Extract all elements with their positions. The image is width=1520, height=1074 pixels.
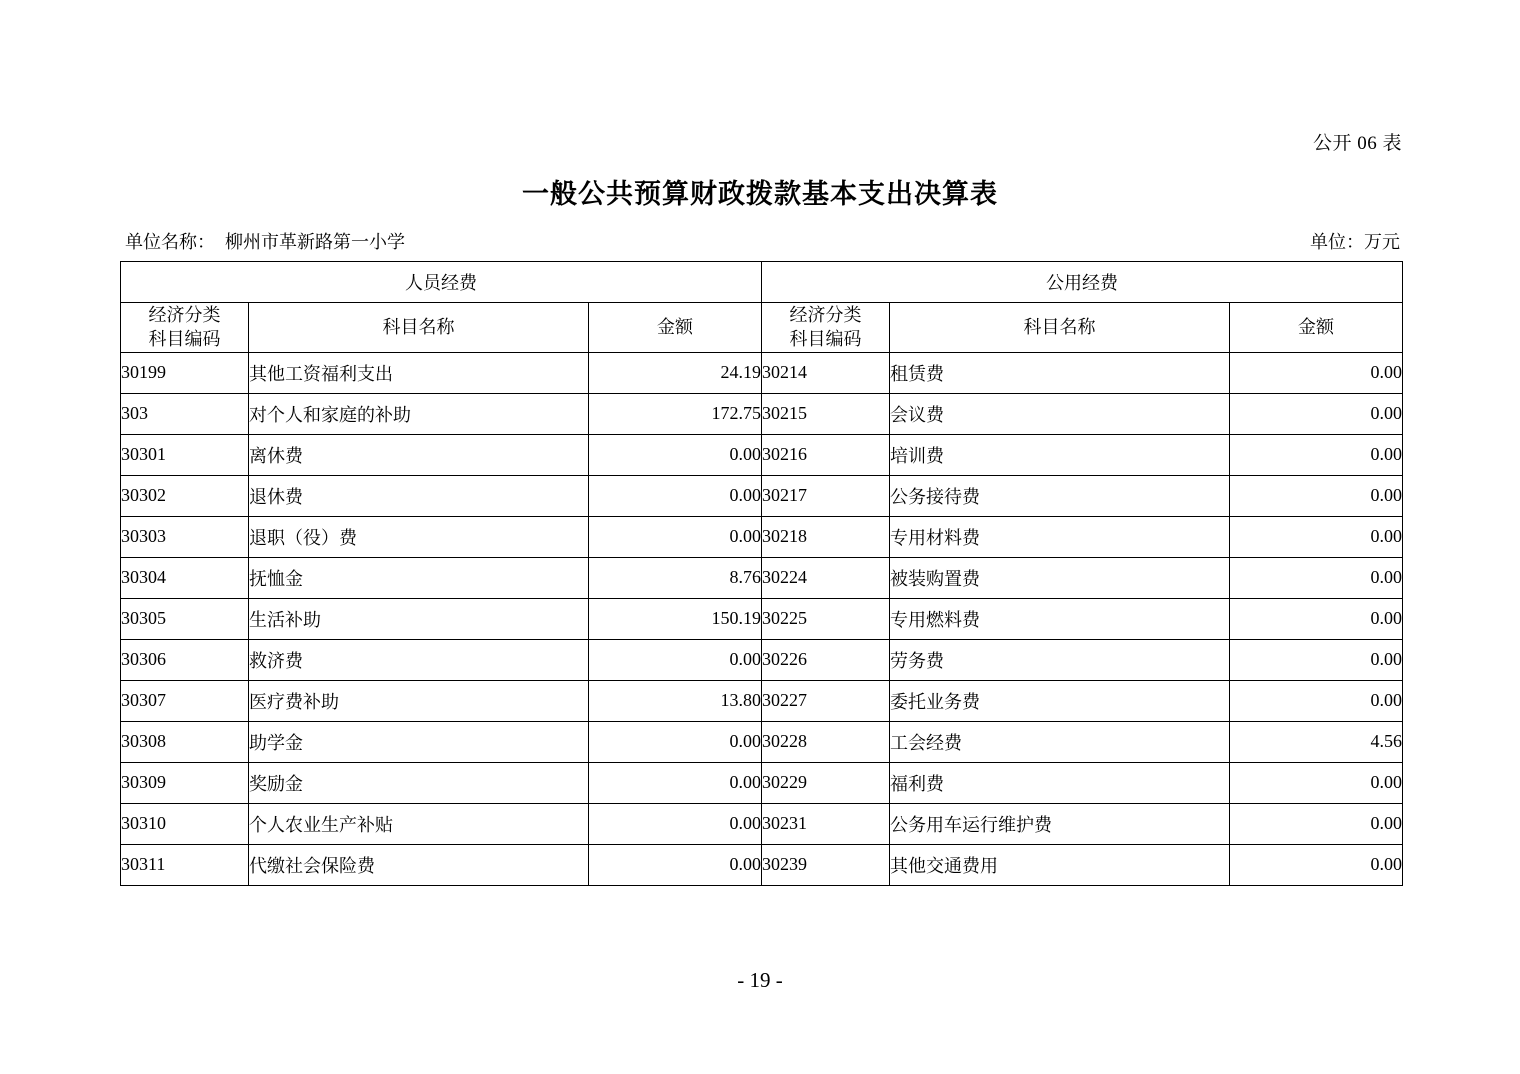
cell-right-code: 30227 xyxy=(762,680,890,721)
cell-left-amount: 8.76 xyxy=(589,557,762,598)
column-header-amount-left: 金额 xyxy=(589,303,762,353)
cell-left-code: 30306 xyxy=(121,639,249,680)
cell-right-amount: 0.00 xyxy=(1230,762,1403,803)
column-header-code-right-line2: 科目编码 xyxy=(789,329,862,350)
cell-right-code: 30224 xyxy=(762,557,890,598)
form-label: 公开 06 表 xyxy=(1312,133,1402,154)
cell-left-amount: 0.00 xyxy=(589,434,762,475)
unit-name-label: 单位名称： xyxy=(125,232,215,252)
cell-right-amount: 0.00 xyxy=(1230,803,1403,844)
cell-left-amount: 0.00 xyxy=(589,803,762,844)
column-header-name-left: 科目名称 xyxy=(249,303,589,353)
cell-right-name: 委托业务费 xyxy=(890,680,1230,721)
table-row xyxy=(121,680,1403,721)
cell-left-amount: 0.00 xyxy=(589,639,762,680)
cell-right-amount: 0.00 xyxy=(1230,516,1403,557)
cell-right-code: 30216 xyxy=(762,434,890,475)
cell-left-code: 30310 xyxy=(121,803,249,844)
page-title: 一般公共预算财政拨款基本支出决算表 xyxy=(522,179,998,209)
cell-right-name: 工会经费 xyxy=(890,721,1230,762)
cell-right-amount: 0.00 xyxy=(1230,475,1403,516)
table-row xyxy=(121,803,1403,844)
cell-right-amount: 0.00 xyxy=(1230,844,1403,885)
table-row xyxy=(121,516,1403,557)
cell-left-amount: 24.19 xyxy=(589,352,762,393)
table-group-header-row xyxy=(121,262,1403,303)
cell-left-amount: 13.80 xyxy=(589,680,762,721)
column-header-code-left-line1: 经济分类 xyxy=(148,305,221,325)
table-row xyxy=(121,475,1403,516)
cell-left-name: 代缴社会保险费 xyxy=(249,844,589,885)
cell-left-name: 医疗费补助 xyxy=(249,680,589,721)
basic-expenditure-table xyxy=(120,261,1403,886)
page-number: - 19 - xyxy=(737,968,783,992)
cell-left-code: 30199 xyxy=(121,352,249,393)
cell-right-amount: 4.56 xyxy=(1230,721,1403,762)
column-header-code-right-line1: 经济分类 xyxy=(789,305,862,325)
cell-left-name: 救济费 xyxy=(249,639,589,680)
cell-right-amount: 0.00 xyxy=(1230,680,1403,721)
cell-right-amount: 0.00 xyxy=(1230,598,1403,639)
cell-right-amount: 0.00 xyxy=(1230,639,1403,680)
column-header-name-right: 科目名称 xyxy=(890,303,1230,353)
cell-right-code: 30228 xyxy=(762,721,890,762)
cell-right-name: 会议费 xyxy=(890,393,1230,434)
cell-left-code: 30303 xyxy=(121,516,249,557)
cell-right-code: 30225 xyxy=(762,598,890,639)
cell-right-name: 专用燃料费 xyxy=(890,598,1230,639)
cell-right-amount: 0.00 xyxy=(1230,434,1403,475)
cell-right-code: 30217 xyxy=(762,475,890,516)
table-row xyxy=(121,844,1403,885)
table-row xyxy=(121,598,1403,639)
cell-right-code: 30214 xyxy=(762,352,890,393)
cell-left-amount: 0.00 xyxy=(589,844,762,885)
cell-right-code: 30231 xyxy=(762,803,890,844)
cell-left-code: 30307 xyxy=(121,680,249,721)
table-row xyxy=(121,393,1403,434)
cell-left-code: 30305 xyxy=(121,598,249,639)
cell-left-name: 离休费 xyxy=(249,434,589,475)
cell-right-name: 福利费 xyxy=(890,762,1230,803)
cell-left-name: 对个人和家庭的补助 xyxy=(249,393,589,434)
cell-right-name: 专用材料费 xyxy=(890,516,1230,557)
cell-left-code: 30302 xyxy=(121,475,249,516)
cell-left-code: 303 xyxy=(121,393,249,434)
group-header-personnel: 人员经费 xyxy=(121,262,762,303)
cell-left-name: 退休费 xyxy=(249,475,589,516)
column-header-amount-right: 金额 xyxy=(1230,303,1403,353)
cell-right-code: 30218 xyxy=(762,516,890,557)
document-meta xyxy=(120,228,1400,252)
cell-right-amount: 0.00 xyxy=(1230,352,1403,393)
table-body xyxy=(121,352,1403,885)
cell-left-name: 奖励金 xyxy=(249,762,589,803)
table-row xyxy=(121,557,1403,598)
column-header-code-left xyxy=(121,303,249,353)
table-row xyxy=(121,639,1403,680)
column-header-code-right xyxy=(762,303,890,353)
cell-right-code: 30229 xyxy=(762,762,890,803)
cell-left-code: 30301 xyxy=(121,434,249,475)
column-header-code-left-line2: 科目编码 xyxy=(148,329,221,350)
cell-right-amount: 0.00 xyxy=(1230,557,1403,598)
cell-left-amount: 0.00 xyxy=(589,721,762,762)
cell-left-code: 30308 xyxy=(121,721,249,762)
cell-left-amount: 0.00 xyxy=(589,475,762,516)
amount-unit-label: 单位：万元 xyxy=(1310,232,1400,252)
table-row xyxy=(121,352,1403,393)
unit-name-value: 柳州市革新路第一小学 xyxy=(225,232,405,252)
cell-left-name: 生活补助 xyxy=(249,598,589,639)
cell-left-amount: 172.75 xyxy=(589,393,762,434)
cell-left-amount: 0.00 xyxy=(589,516,762,557)
unit-name-group xyxy=(125,228,405,254)
cell-left-name: 退职（役）费 xyxy=(249,516,589,557)
cell-right-name: 其他交通费用 xyxy=(890,844,1230,885)
cell-right-code: 30226 xyxy=(762,639,890,680)
cell-right-name: 劳务费 xyxy=(890,639,1230,680)
cell-right-code: 30215 xyxy=(762,393,890,434)
table-row xyxy=(121,762,1403,803)
table-row xyxy=(121,721,1403,762)
cell-right-name: 公务接待费 xyxy=(890,475,1230,516)
cell-left-name: 个人农业生产补贴 xyxy=(249,803,589,844)
cell-left-name: 其他工资福利支出 xyxy=(249,352,589,393)
cell-right-amount: 0.00 xyxy=(1230,393,1403,434)
cell-left-amount: 150.19 xyxy=(589,598,762,639)
cell-right-name: 租赁费 xyxy=(890,352,1230,393)
cell-left-name: 抚恤金 xyxy=(249,557,589,598)
cell-left-name: 助学金 xyxy=(249,721,589,762)
table-column-header-row xyxy=(121,303,1403,353)
cell-left-code: 30304 xyxy=(121,557,249,598)
cell-right-name: 公务用车运行维护费 xyxy=(890,803,1230,844)
cell-left-amount: 0.00 xyxy=(589,762,762,803)
table-row xyxy=(121,434,1403,475)
cell-left-code: 30309 xyxy=(121,762,249,803)
cell-left-code: 30311 xyxy=(121,844,249,885)
cell-right-code: 30239 xyxy=(762,844,890,885)
cell-right-name: 被装购置费 xyxy=(890,557,1230,598)
group-header-public: 公用经费 xyxy=(762,262,1403,303)
cell-right-name: 培训费 xyxy=(890,434,1230,475)
